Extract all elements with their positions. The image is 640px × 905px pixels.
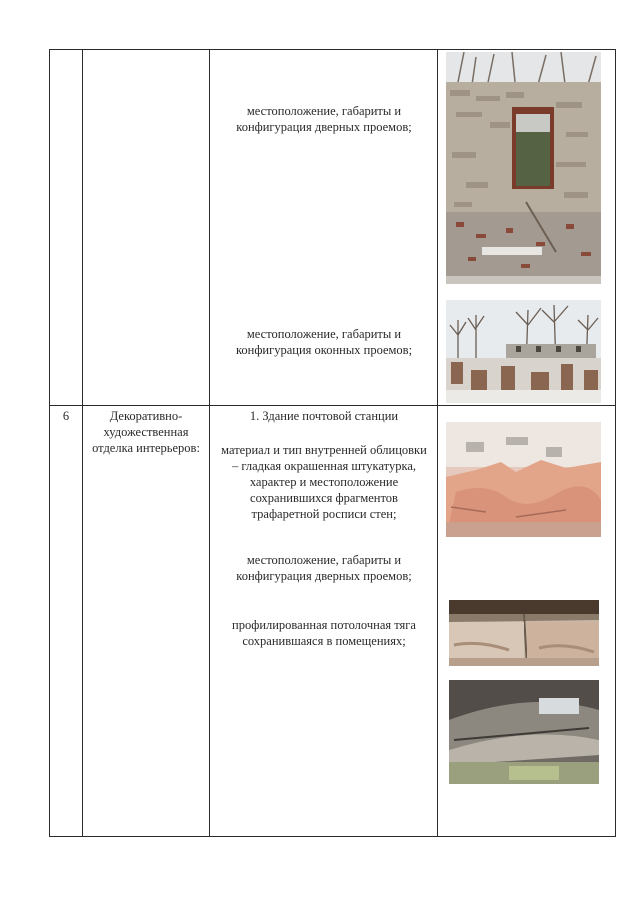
door-openings-text: местоположение, габариты и конфигурация дверных проемов; (236, 104, 412, 134)
ruins-landscape-photo (446, 300, 601, 403)
ceiling-cornice-photo (449, 600, 599, 666)
interior-door-openings-text: местоположение, габариты и конфигурация дверных проемов; (236, 553, 412, 583)
ruined-wall-door-photo (446, 52, 601, 284)
table-border-top (49, 49, 616, 50)
category-cell: Декоративно-художественная отделка интерьеров: (92, 409, 200, 455)
ceiling-cornice-text: профилированная потолочная тяга сохранившаяся в помещениях; (232, 618, 416, 648)
row-number: 6 (62, 409, 70, 423)
vaulted-ceiling-photo (449, 680, 599, 784)
interior-cladding-text: материал и тип внутренней облицовки – гладкая окрашенная штукатурка, характер и местоположение сохранившихся фрагментов трафаретной росписи стен; (221, 443, 427, 521)
row-divider (49, 405, 616, 406)
column-divider-1 (82, 49, 83, 837)
table-border-right (615, 49, 616, 837)
building-heading: 1. Здание почтовой станции (249, 409, 399, 423)
painted-plaster-photo (446, 422, 601, 537)
column-divider-3 (437, 49, 438, 837)
column-divider-2 (209, 49, 210, 837)
table-border-bottom (49, 836, 616, 837)
window-openings-text: местоположение, габариты и конфигурация оконных проемов; (235, 327, 413, 357)
table-border-left (49, 49, 50, 837)
